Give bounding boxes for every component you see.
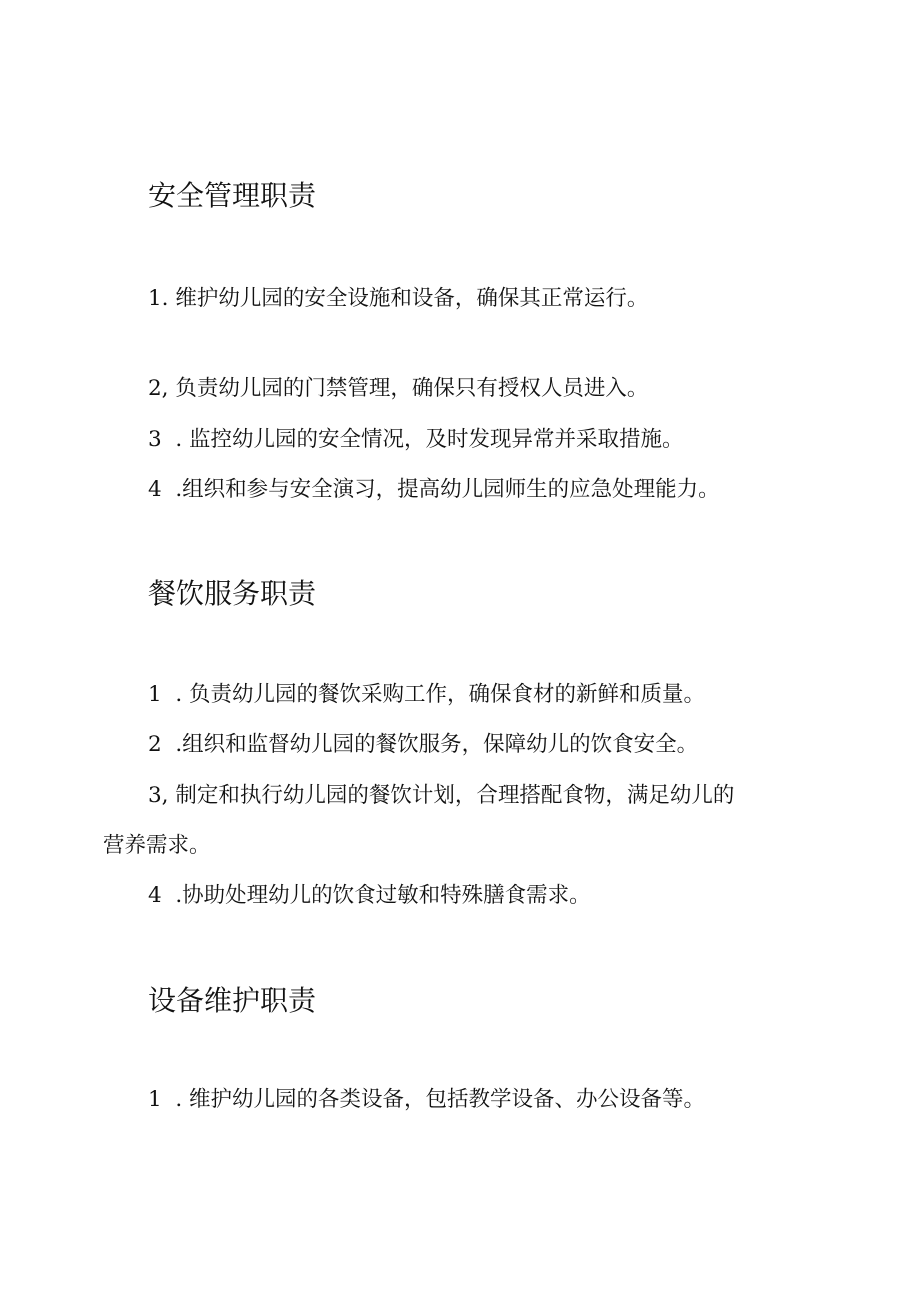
catering-item-4: 4 .协助处理幼儿的饮食过敏和特殊膳食需求。 [148,883,591,908]
section-heading-equipment: 设备维护职责 [148,984,317,1017]
catering-item-1: 1 . 负责幼儿园的餐饮采购工作，确保食材的新鲜和质量。 [148,682,706,707]
catering-item-2: 2 .组织和监督幼儿园的餐饮服务，保障幼儿的饮食安全。 [148,732,699,757]
safety-item-1: 1. 维护幼儿园的安全设施和设备，确保其正常运行。 [148,286,649,311]
equipment-item-1: 1 . 维护幼儿园的各类设备，包括教学设备、办公设备等。 [148,1087,706,1112]
safety-item-4: 4 .组织和参与安全演习，提高幼儿园师生的应急处理能力。 [148,477,720,502]
catering-item-3-continued: 营养需求。 [103,833,211,858]
safety-item-3: 3 . 监控幼儿园的安全情况，及时发现异常并采取措施。 [148,427,684,452]
catering-item-3: 3, 制定和执行幼儿园的餐饮计划，合理搭配食物，满足幼儿的 [148,783,735,808]
safety-item-2: 2, 负责幼儿园的门禁管理，确保只有授权人员进入。 [148,376,649,401]
section-heading-safety: 安全管理职责 [148,179,317,212]
section-heading-catering: 餐饮服务职责 [148,577,317,610]
